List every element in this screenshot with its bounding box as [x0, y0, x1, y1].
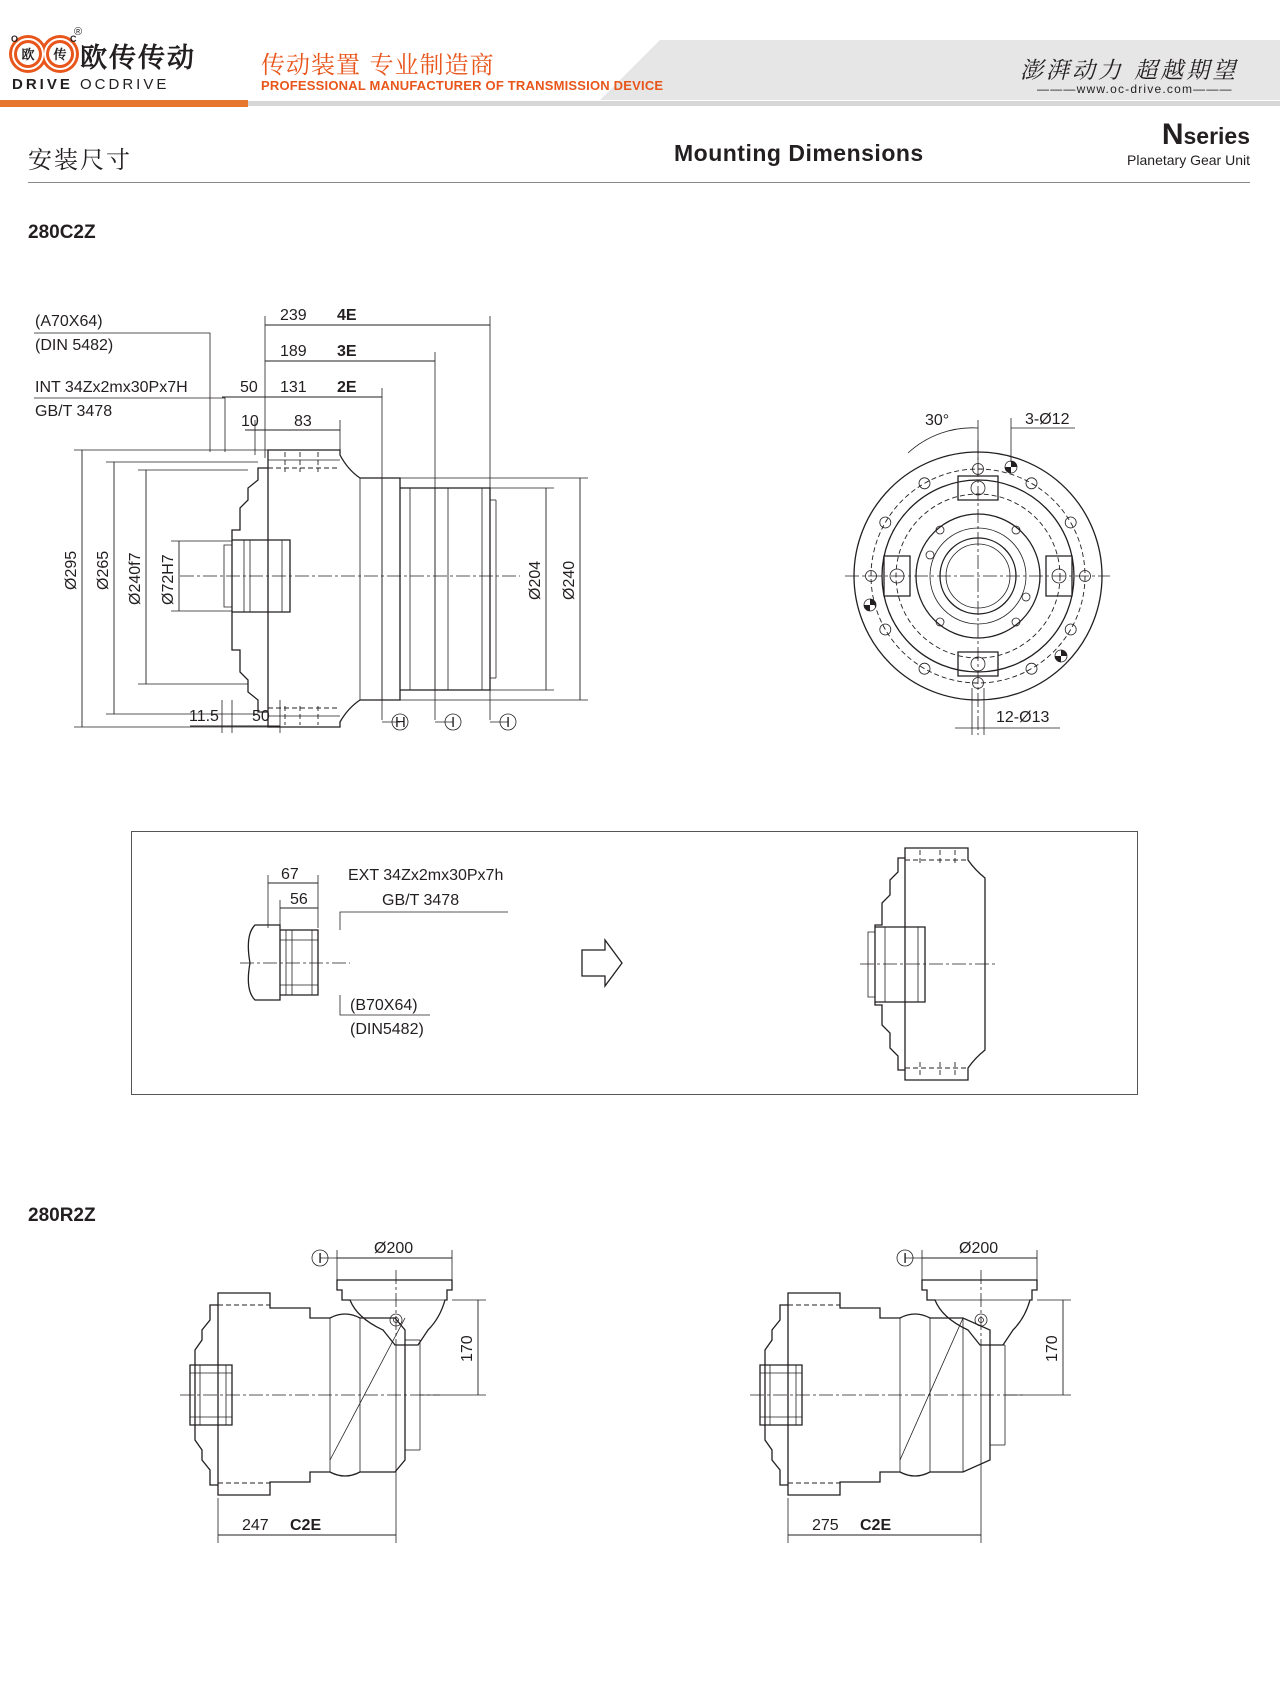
logo-chinese-name: 欧传传动 — [80, 43, 196, 74]
registered-mark: ® — [74, 26, 83, 38]
height-170-right: 170 — [1044, 1335, 1061, 1362]
note-spline-2: (DIN 5482) — [35, 337, 114, 354]
logo-mark-letter-o: O — [11, 34, 19, 44]
model-label-280c2z: 280C2Z — [28, 222, 96, 243]
dim-56: 56 — [290, 891, 308, 908]
holes-12-d13: 12-Ø13 — [996, 709, 1050, 726]
note-spline-b-1: (B70X64) — [350, 997, 418, 1014]
series-subtitle: Planetary Gear Unit — [1127, 152, 1250, 168]
len-247-left: 247 — [242, 1517, 269, 1534]
dia-204: Ø204 — [527, 560, 544, 600]
label-c2e-left: C2E — [290, 1517, 322, 1534]
website-url: ———www.oc-drive.com——— — [1037, 82, 1233, 96]
slogan-english: PROFESSIONAL MANUFACTURER OF TRANSMISSION DEVICE — [261, 78, 664, 93]
note-spline-b-2: (DIN5482) — [350, 1021, 424, 1038]
dim-4e-label: 4E — [337, 307, 357, 324]
len-275-right: 275 — [812, 1517, 839, 1534]
ref-i-right: I — [903, 1250, 908, 1267]
dim-4e-value: 239 — [280, 307, 307, 324]
note-ext-1: EXT 34Zx2mx30Px7h — [348, 867, 504, 884]
ref-i-left: I — [318, 1250, 323, 1267]
dia-72h7: Ø72H7 — [160, 554, 177, 605]
logo-mark-letter-c: C — [70, 34, 77, 44]
right-angle-gearbox-left — [180, 1270, 452, 1495]
note-int-1: INT 34Zx2mx30Px7H — [35, 379, 188, 396]
dim-2e-value: 131 — [280, 379, 307, 396]
dim-50-top: 50 — [240, 379, 258, 396]
logo-english-rest: OCDRIVE — [80, 76, 170, 93]
dim-3e-value: 189 — [280, 343, 307, 360]
right-angle-gearbox-right — [750, 1270, 1037, 1495]
dim-3e-label: 3E — [337, 343, 357, 360]
company-motto: 澎湃动力 超越期望 — [1020, 58, 1239, 84]
motor-ref-i-2-label: I — [506, 714, 511, 731]
dia-200-right: Ø200 — [959, 1240, 999, 1257]
logo-mark-char-2: 传 — [53, 47, 67, 62]
slogan-chinese: 传动装置 专业制造商 — [261, 51, 495, 79]
note-spline-1: (A70X64) — [35, 313, 103, 330]
motor-ref-i-1-label: I — [451, 714, 456, 731]
height-170-left: 170 — [459, 1335, 476, 1362]
dia-295: Ø295 — [63, 550, 80, 590]
dim-50-bottom: 50 — [252, 708, 270, 725]
holes-3-d12: 3-Ø12 — [1025, 411, 1070, 428]
page-title-chinese: 安装尺寸 — [28, 146, 132, 174]
dia-240f7: Ø240f7 — [127, 552, 144, 605]
note-int-2: GB/T 3478 — [35, 403, 113, 420]
model-label-280r2z: 280R2Z — [28, 1205, 96, 1226]
dim-11-5: 11.5 — [189, 708, 219, 725]
note-ext-2: GB/T 3478 — [382, 892, 460, 909]
dia-200-left: Ø200 — [374, 1240, 414, 1257]
series-letter: N — [1161, 118, 1184, 151]
logo-mark-char-1: 欧 — [21, 47, 35, 62]
dia-240: Ø240 — [561, 560, 578, 600]
dim-10: 10 — [241, 413, 259, 430]
dim-83: 83 — [294, 413, 312, 430]
motor-ref-h-label: H — [395, 714, 406, 731]
logo-english-bold: DRIVE — [12, 76, 73, 93]
angle-30: 30° — [925, 412, 950, 429]
dim-67: 67 — [281, 866, 299, 883]
dia-265: Ø265 — [95, 550, 112, 590]
dim-2e-label: 2E — [337, 379, 357, 396]
page-title-english: Mounting Dimensions — [674, 140, 924, 166]
label-c2e-right: C2E — [860, 1517, 892, 1534]
series-word: series — [1183, 123, 1250, 149]
